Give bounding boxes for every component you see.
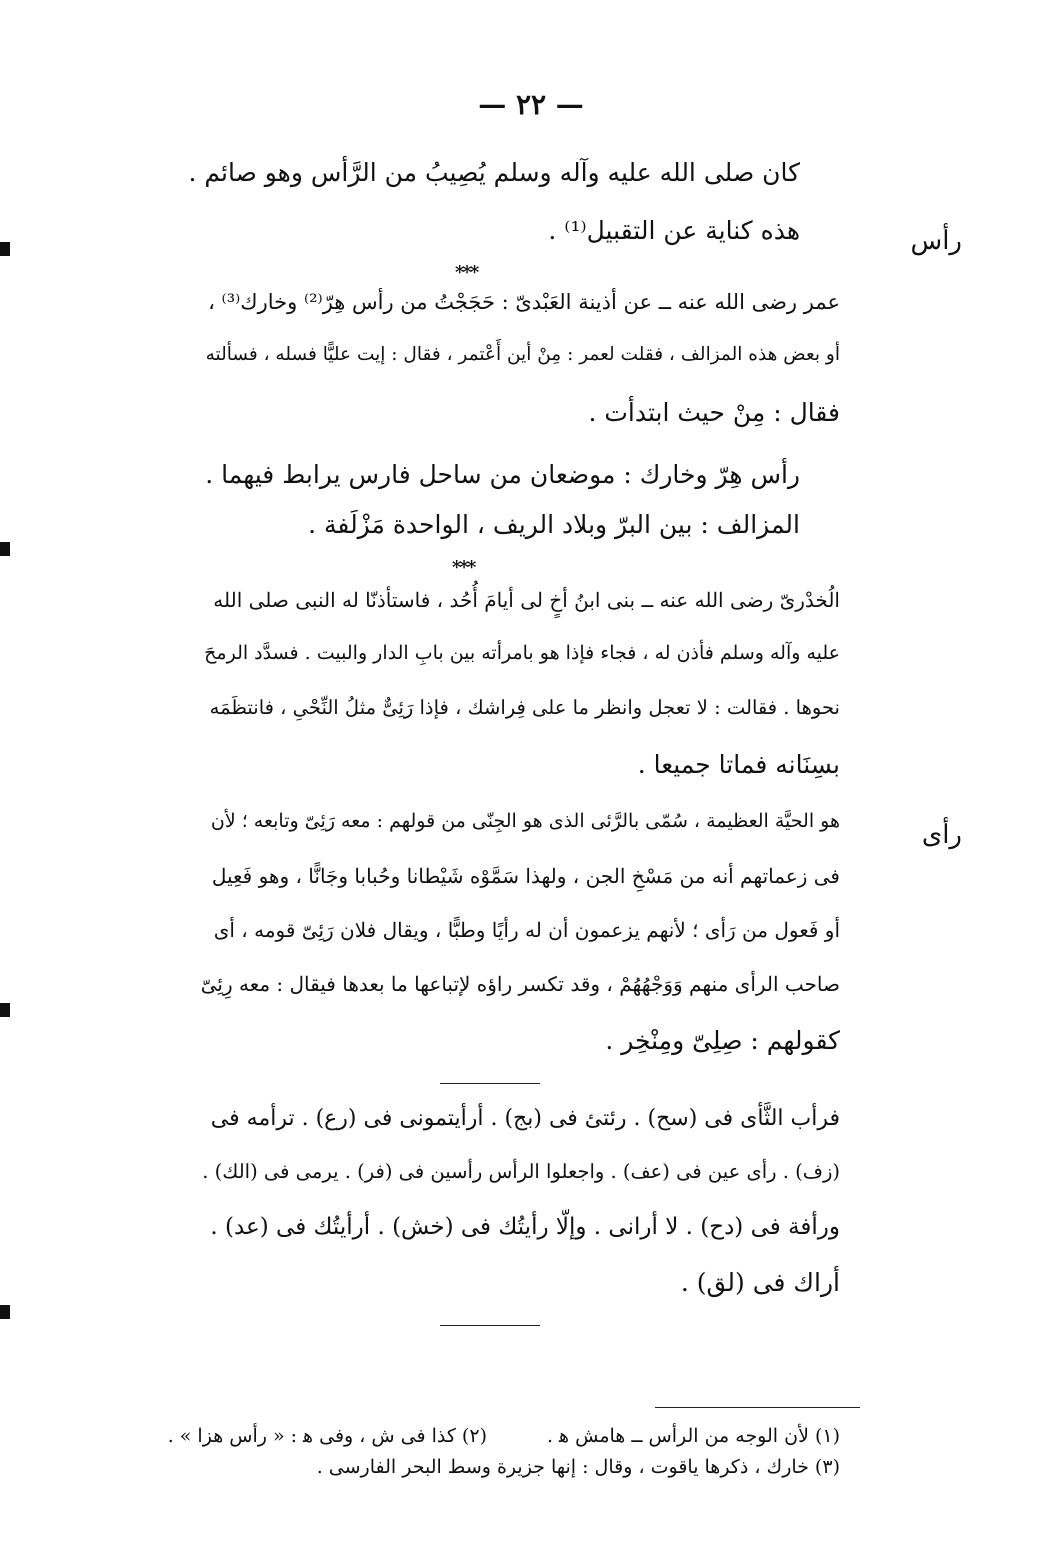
- hadith-line: فقال : مِنْ حيث ابتدأت .: [588, 398, 840, 427]
- xref-line: (زف) . رأى عين فى (عف) . واجعلوا الرأس رأسين فى (فر) . يرمى فى (الك) .: [202, 1160, 840, 1183]
- binding-mark: [0, 242, 10, 256]
- gloss-line: المزالف : بين البرّ وبلاد الريف ، الواحدة مَزْلَفة .: [308, 510, 800, 539]
- marginal-headword-ras: رأس: [910, 226, 962, 256]
- footnote-2: (٢) كذا فى ش ، وفى ﻫ : « رأس هزا » .: [167, 1425, 487, 1447]
- entry-line: صاحب الرأى منهم وَوَجْهُهُمْ ، وقد تكسر راؤه لإتباعها ما بعدها فيقال : معه رِئِىّ: [200, 972, 840, 996]
- footnote-1: (١) لأن الوجه من الرأس ــ هامش ﻫ .: [546, 1425, 840, 1447]
- gloss-line: رأس هِرّ وخارك : موضعان من ساحل فارس يرابط فيهما .: [205, 460, 800, 489]
- binding-mark: [0, 1305, 10, 1319]
- divider-rule: [440, 1083, 540, 1084]
- hadith-line: الُخدْرىّ رضى الله عنه ــ بنى ابنُ أخٍ لى أيامَ أُحُد ، فاستأذنّا له النبى صلى الله: [213, 588, 840, 612]
- entry-line: هو الحيَّة العظيمة ، سُمّى بالرَّئى الذى هو الجِنّى من قولهم : معه رَئِىّ وتابعه ؛ لأن: [210, 810, 840, 832]
- entry-line: كقولهم : صِلِىّ ومِنْخِر .: [605, 1026, 840, 1055]
- xref-line: أراك فى (لق) .: [680, 1268, 840, 1297]
- section-separator: ***: [455, 262, 478, 283]
- hadith-line: أو بعض هذه المزالف ، فقلت لعمر : مِنْ أين أَعْتمر ، فقال : إيت عليًّا فسله ، فسألته: [205, 344, 840, 365]
- marginal-headword-raa: رأى: [921, 820, 962, 850]
- binding-mark: [0, 1003, 10, 1017]
- hadith-line: نحوها . فقالت : لا تعجل وانظر ما على فِراشك ، فإذا رَئِىٌّ مثلُ النِّحْىِ ، فانتظَمَه: [209, 696, 840, 719]
- entry-line: فى زعماتهم أنه من مَسْخِ الجن ، ولهذا سَمَّوْه شَيْطانا وحُبابا وجَانًّا ، وهو فَعِيل: [211, 864, 840, 888]
- hadith-line: عليه وآله وسلم فأذن له ، فجاء فإذا هو بامرأته بين بابِ الدار والبيت . فسدَّد الرمحَ: [204, 642, 840, 664]
- hadith-line: كان صلى الله عليه وآله وسلم يُصِيبُ من الرَّأس وهو صائم .: [188, 158, 800, 187]
- xref-line: ورأفة فى (دح) . لا أرانى . وإلّا رأيتُك فى (خش) . أرأيتُك فى (عد) .: [210, 1214, 840, 1240]
- entry-line: أو فَعول من رَأى ؛ لأنهم يزعمون أن له رأيًا وطبًّا ، ويقال فلان رَئِىّ قومه ، أى: [213, 918, 840, 942]
- footnote-3: (٣) خارك ، ذكرها ياقوت ، وقال : إنها جزيرة وسط البحر الفارسى .: [316, 1456, 840, 1478]
- gloss-line: هذه كناية عن التقبيل⁽¹⁾ .: [548, 216, 800, 245]
- binding-mark: [0, 542, 10, 556]
- section-separator: ***: [452, 557, 475, 578]
- page-number: — ٢٢ —: [478, 88, 584, 121]
- divider-rule: [440, 1325, 540, 1326]
- xref-line: فرأب الثَّأى فى (سح) . رئتئ فى (بج) . أرأيتمونى فى (رع) . ترأمه فى: [210, 1106, 840, 1131]
- hadith-line: عمر رضى الله عنه ــ عن أذينة العَبْدىّ : حَجَجْتُ من رأس هِرّ⁽²⁾ وخارك⁽³⁾ ،: [208, 290, 840, 314]
- footnote-rule: [655, 1407, 860, 1408]
- hadith-line: بسِنَانه فماتا جميعا .: [637, 750, 840, 779]
